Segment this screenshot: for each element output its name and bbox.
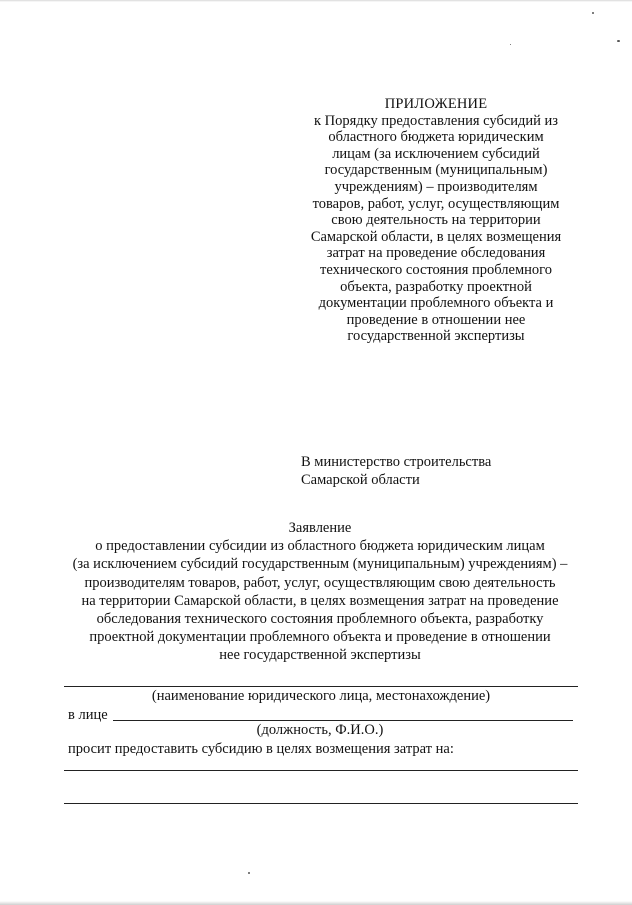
appendix-line: лицам (за исключением субсидий — [332, 145, 540, 162]
appendix-line: к Порядку предоставления субсидий из — [313, 112, 559, 129]
appendix-line: технического состояния проблемного — [320, 261, 552, 278]
appendix-block — [300, 96, 572, 345]
scan-speck — [592, 12, 594, 14]
scan-speck — [248, 872, 250, 874]
entity-name-caption: (наименование юридического лица, местонахождение) — [151, 688, 491, 704]
scan-speck — [510, 44, 511, 45]
statement-title: Заявление — [288, 520, 352, 536]
scan-edge-top — [0, 0, 632, 2]
statement-line: проектной документации проблемного объекта и проведение в отношении — [89, 629, 551, 646]
appendix-line: затрат на проведение обследования — [326, 245, 546, 262]
appendix-line: областного бюджета юридическим — [328, 129, 544, 146]
request-blank-line-2 — [64, 803, 578, 804]
statement-block — [60, 519, 580, 665]
appendix-line: государственным (муниципальным) — [324, 162, 548, 179]
scan-speck — [617, 40, 620, 42]
appendix-line: проведение в отношении нее — [346, 311, 526, 328]
appendix-line: товаров, работ, услуг, осуществляющим — [312, 195, 560, 212]
appendix-title: ПРИЛОЖЕНИЕ — [384, 96, 488, 112]
recipient-block — [301, 453, 491, 489]
statement-line: (за исключением субсидий государственным (муниципальным) учреждениям) – — [72, 556, 568, 573]
statement-line: на территории Самарской области, в целях возмещения затрат на проведение — [81, 592, 559, 609]
statement-line: нее государственной экспертизы — [219, 647, 421, 664]
request-text: просит предоставить субсидию в целях возмещения затрат на: — [68, 741, 454, 757]
request-blank-line-1 — [64, 770, 578, 771]
appendix-line: свою деятельность на территории — [331, 212, 541, 229]
appendix-line: Самарской области, в целях возмещения — [310, 228, 562, 245]
person-blank-line — [113, 720, 573, 721]
recipient-line: В министерство строительства — [301, 454, 492, 470]
entity-name-blank-line — [64, 686, 578, 687]
appendix-line: государственной экспертизы — [347, 328, 525, 345]
statement-line: обследования технического состояния проблемного объекта, разработку — [96, 611, 544, 628]
statement-line: о предоставлении субсидии из областного бюджета юридическим лицам — [95, 538, 545, 555]
recipient-line: Самарской области — [301, 472, 420, 488]
person-caption: (должность, Ф.И.О.) — [256, 722, 384, 738]
person-prefix: в лице — [68, 707, 108, 723]
appendix-line: учреждениям) – производителям — [334, 178, 538, 195]
scan-edge-bottom — [0, 901, 632, 905]
appendix-line: объекта, разработку проектной — [340, 278, 532, 295]
statement-line: производителям товаров, работ, услуг, осуществляющим свою деятельность — [84, 574, 556, 591]
appendix-line: документации проблемного объекта и — [318, 295, 554, 312]
